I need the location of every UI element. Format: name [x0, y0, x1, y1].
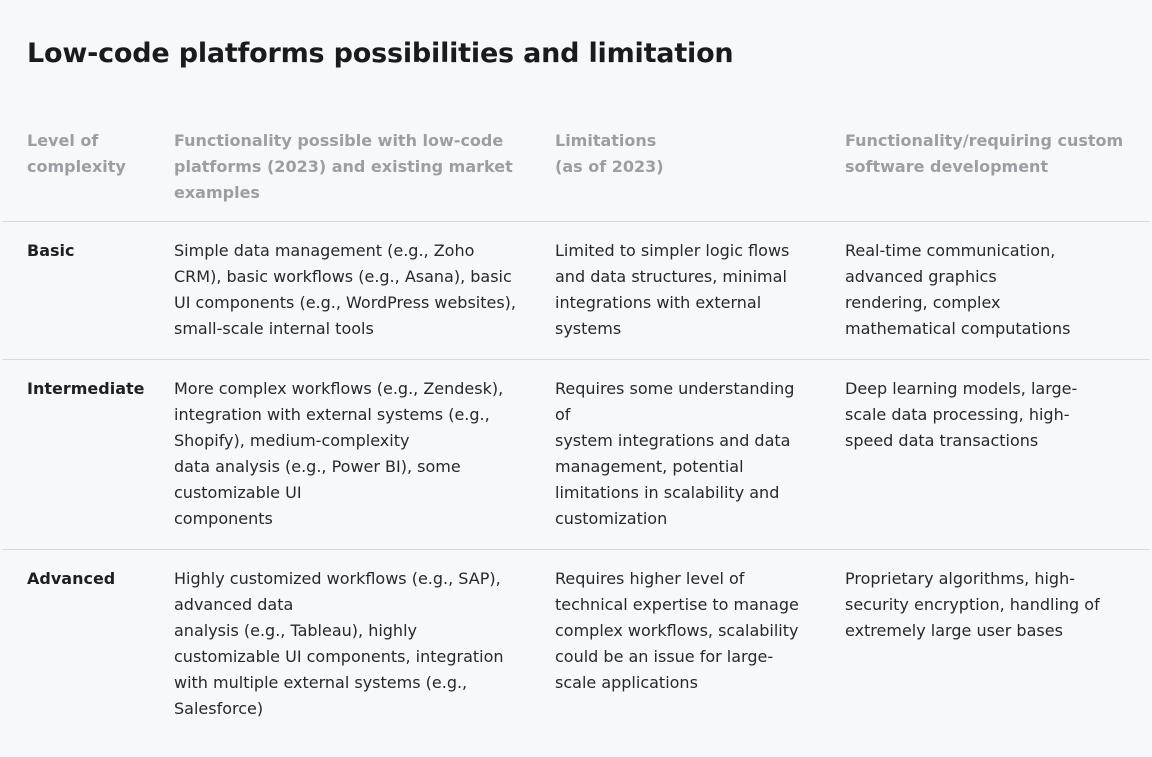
header-limitations: Limitations (as of 2023) — [555, 131, 664, 176]
header-level-of-complexity: Level of complexity — [27, 131, 126, 176]
table-row — [2, 221, 1150, 359]
limitations-cell: Limited to simpler logic flows and data structures, minimal integrations with external systems — [555, 241, 790, 338]
document-page — [2, 2, 1150, 754]
custom-cell: Proprietary algorithms, high- security encryption, handling of extremely large user bases — [845, 569, 1100, 640]
custom-cell: Deep learning models, large- scale data processing, high- speed data transactions — [845, 379, 1078, 450]
possible-cell: Simple data management (e.g., Zoho CRM), basic workflows (e.g., Asana), basic UI components (e.g., WordPress websites), small-scale internal tools — [174, 241, 517, 338]
table-row — [2, 359, 1150, 549]
possible-cell: More complex workflows (e.g., Zendesk), integration with external systems (e.g., Shopify), medium-complexity data analysis (e.g., Power BI), some customizable UI components — [174, 379, 504, 528]
comparison-table — [2, 126, 1150, 755]
level-cell: Basic — [27, 241, 75, 260]
page-title: Low-code platforms possibilities and limitation — [27, 38, 734, 69]
limitations-cell: Requires some understanding of system integrations and data management, potential limitations in scalability and customization — [555, 379, 795, 528]
table-row — [2, 549, 1150, 755]
possible-cell: Highly customized workflows (e.g., SAP), advanced data analysis (e.g., Tableau), highly customizable UI components, integration with multiple external systems (e.g., Salesforce) — [174, 569, 504, 718]
level-cell: Advanced — [27, 569, 116, 588]
level-cell: Intermediate — [27, 379, 145, 398]
limitations-cell: Requires higher level of technical expertise to manage complex workflows, scalability could be an issue for large- scale applications — [555, 569, 799, 692]
header-custom-development: Functionality/requiring custom software development — [845, 131, 1124, 176]
header-functionality-possible: Functionality possible with low-code platforms (2023) and existing market examples — [174, 131, 513, 202]
custom-cell: Real-time communication, advanced graphics rendering, complex mathematical computations — [845, 241, 1071, 338]
table-header-row — [2, 126, 1150, 221]
